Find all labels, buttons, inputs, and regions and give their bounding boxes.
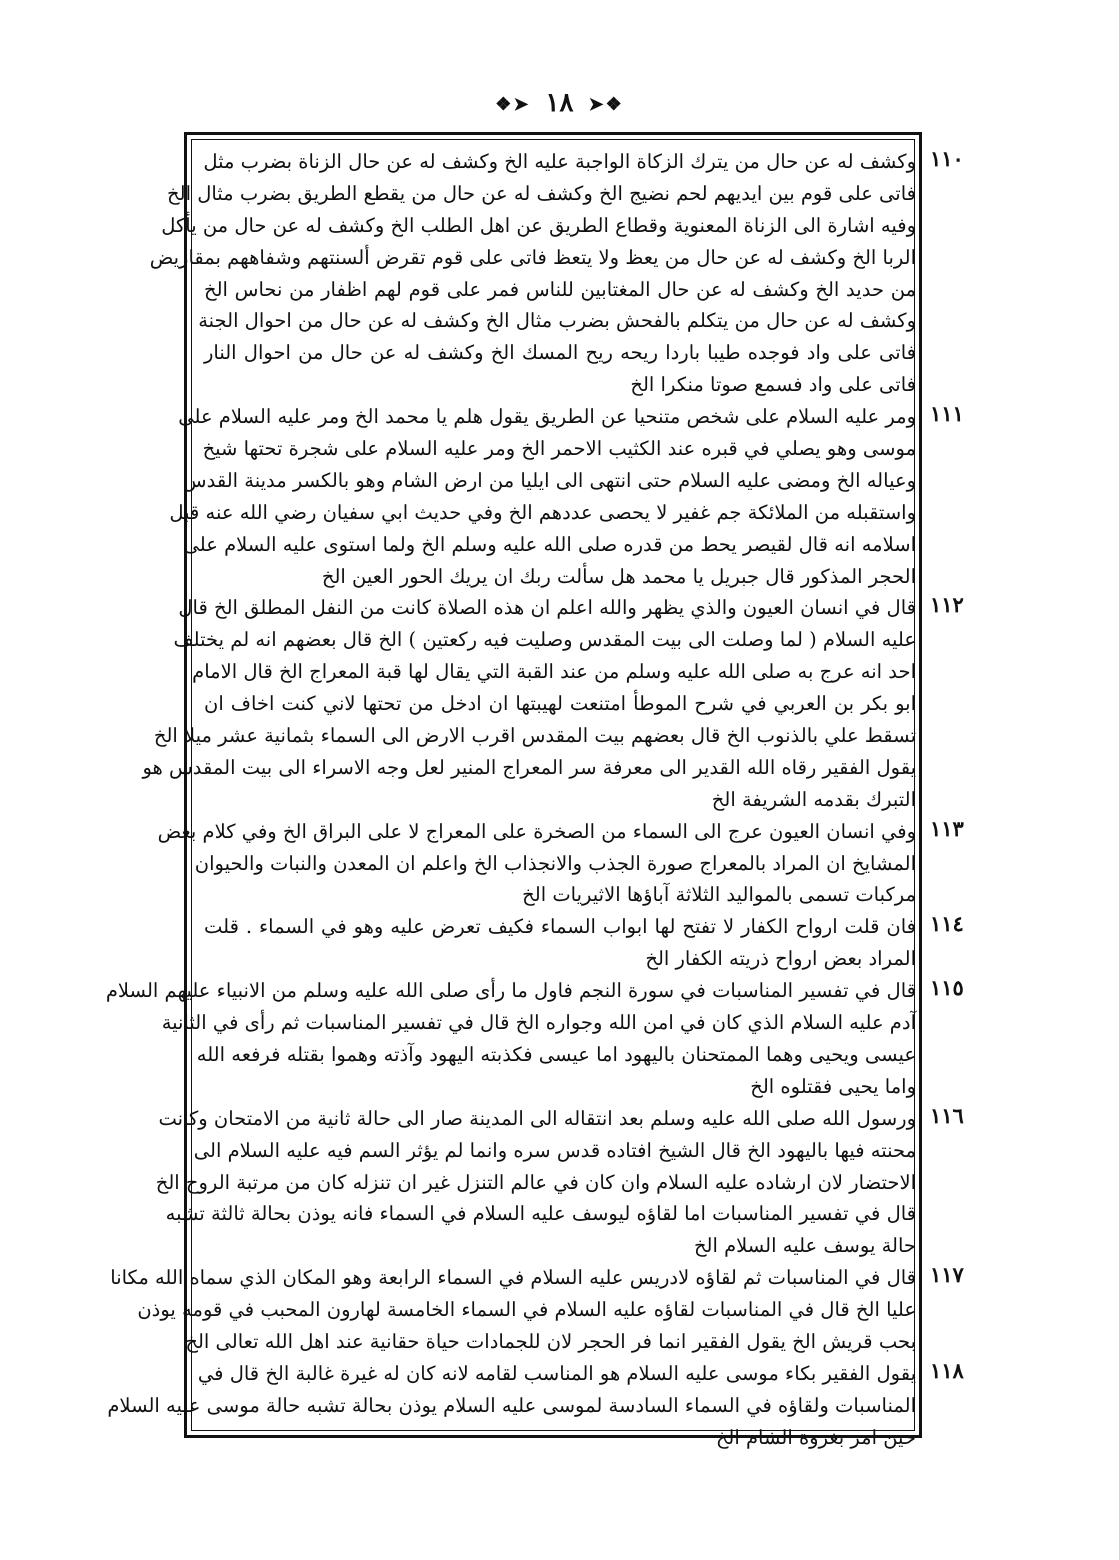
note-line: مركبات تسمى بالمواليد الثلاثة آباؤها الاثيريات الخ: [522, 883, 916, 907]
note-line: وفيه اشارة الى الزناة المعنوية وقطاع الطريق عن اهل الطلب الخ وكشف له عن حال من يأكل: [161, 213, 916, 237]
note-entry: [157, 815, 964, 912]
note-line: ومر عليه السلام على شخص متنحيا عن الطريق يقول هلم يا محمد الخ ومر عليه السلام على: [178, 405, 916, 429]
note-line: قال في المناسبات ثم لقاؤه لادريس عليه السلام في السماء الرابعة وهو المكان الذي سماه الله مكانا: [110, 1266, 916, 1290]
note-line: المناسبات ولقاؤه في السماء السادسة لموسى عليه السلام يوذن بحالة تشبه حالة موسى عليه السلام: [107, 1393, 916, 1417]
note-entry: [105, 975, 964, 1103]
note-line: حين امر بغزوة الشام الخ: [715, 1425, 916, 1449]
note-line: عيسى ويحيى وهما الممتحنان باليهود اما عيسى فكذبته اليهود وآذته وهموا بقتله فرفعه الله: [196, 1042, 916, 1066]
note-line: عليه السلام ( لما وصلت الى بيت المقدس وصليت فيه ركعتين ) الخ قال بعضهم انه لم يختلف: [173, 628, 916, 652]
note-line: قال في تفسير المناسبات اما لقاؤه ليوسف عليه السلام في السماء فانه يوذن بحالة ثالثة تشبه: [165, 1202, 916, 1226]
note-line: قال في انسان العيون والذي يظهر والله اعلم ان هذه الصلاة كانت من النفل المطلق الخ قال: [178, 596, 916, 620]
note-line: فان قلت ارواح الكفار لا تفتح لها ابواب السماء فكيف تعرض عليه وهو في السماء . قلت: [204, 915, 916, 939]
note-number: ١١٨: [930, 1357, 964, 1383]
note-line: يقول الفقير رقاه الله القدير الى معرفة سر المعراج المنير لعل وجه الاسراء الى بيت المقدس هو: [142, 755, 916, 779]
note-entry: [169, 401, 964, 592]
note-line: واما يحيى فقتلوه الخ: [750, 1074, 916, 1098]
note-number: ١١٦: [930, 1102, 964, 1128]
note-line: التبرك بقدمه الشريفة الخ: [711, 787, 916, 811]
note-number: ١١٣: [930, 815, 964, 841]
note-line: آدم عليه السلام الذي كان في امن الله وجواره الخ قال في تفسير المناسبات ثم رأى في الثانية: [161, 1011, 916, 1035]
note-line: حالة يوسف عليه السلام الخ: [693, 1234, 916, 1258]
note-line: وفي انسان العيون عرج الى السماء من الصخرة على المعراج لا على البراق الخ وفي كلام بعض: [157, 819, 916, 843]
note-line: وعياله الخ ومضى عليه السلام حتى انتهى الى ايليا من ارض الشام وهو بالكسر مدينة القدس: [182, 468, 916, 492]
note-line: موسى وهو يصلي في قبره عند الكثيب الاحمر الخ ومر عليه السلام على شجرة تحتها شيخ: [202, 437, 916, 461]
note-line: محنته فيها باليهود الخ قال الشيخ افتاده قدس سره وانما لم يؤثر السم فيه عليه السلام الى: [193, 1138, 916, 1162]
note-number: ١١٢: [930, 592, 964, 618]
note-line: عليا الخ قال في المناسبات لقاؤه عليه السلام في السماء الخامسة لهارون المحبب في قومه يوذن: [137, 1298, 916, 1322]
note-line: قال في تفسير المناسبات في سورة النجم فاول ما رأى صلى الله عليه وسلم من الانبياء عليهم السلام: [105, 979, 916, 1003]
note-entry: [142, 592, 964, 815]
note-line: فاتى على قوم بين ايديهم لحم نضيج الخ وكشف له عن حال من يقطع الطريق بضرب مثال الخ: [167, 181, 916, 205]
note-line: بحب قريش الخ يقول الفقير انما فر الحجر لان للجمادات حياة حقانية عند اهل الله تعالى الخ: [185, 1329, 916, 1353]
note-line: ابو بكر بن العربي في شرح الموطأ امتنعت لهيبتها ان ادخل من تحتها لاني كنت اخاف ان: [204, 692, 916, 716]
note-line: اسلامه انه قال لقيصر يحط من قدره صلى الله عليه وسلم الخ ولما استوى عليه السلام على: [183, 532, 916, 556]
note-entry: [149, 146, 964, 401]
note-line: وكشف له عن حال من يتكلم بالفحش بضرب مثال الخ وكشف له عن حال من احوال الجنة: [198, 309, 916, 333]
note-number: ١١٤: [930, 911, 964, 937]
left-ornament-icon: ❖➤: [588, 93, 624, 115]
note-line: المراد بعض ارواح ذريته الكفار الخ: [645, 947, 916, 971]
note-line: وكشف له عن حال من يترك الزكاة الواجبة عليه الخ وكشف له عن حال الزناة بضرب مثل: [203, 150, 916, 173]
note-number: ١١٧: [930, 1262, 964, 1288]
note-line: الاحتضار لان ارشاده عليه السلام وان كان في عالم التنزل غير ان تنزله كان من مرتبة الروح الخ: [155, 1170, 916, 1194]
note-line: فاتى على واد فوجده طيبا باردا ريحه ريح المسك الخ وكشف له عن حال من احوال النار: [204, 341, 916, 365]
note-line: واستقبله من الملائكة جم غفير لا يحصى عددهم الخ وفي حديث ابي سفيان رضي الله عنه قبل: [169, 500, 916, 524]
note-line: يقول الفقير بكاء موسى عليه السلام هو المناسب لقامه لانه كان له غيرة غالبة الخ قال في: [197, 1361, 916, 1385]
note-line: الربا الخ وكشف له عن حال من يعظ ولا يتعظ فاتى على قوم تقرض ألسنتهم وشفاههم بمقاريض: [149, 245, 916, 269]
page-number-header: [0, 88, 1119, 118]
note-number: ١١٥: [930, 975, 964, 1001]
note-line: من حديد الخ وكشف له عن حال المغتابين للناس فمر على قوم لهم اظفار من نحاس الخ: [204, 277, 916, 301]
note-line: ورسول الله صلى الله عليه وسلم بعد انتقاله الى المدينة صار الى حالة ثانية من الامتحان وكانت: [158, 1106, 916, 1130]
note-number: ١١٠: [930, 146, 964, 171]
page-number: ١٨: [545, 88, 574, 118]
note-entry: [107, 1357, 964, 1454]
right-ornament-icon: ➤❖: [495, 93, 531, 115]
note-line: الحجر المذكور قال جبريل يا محمد هل سألت ربك ان يريك الحور العين الخ: [321, 564, 916, 588]
note-line: فاتى على واد فسمع صوتا منكرا الخ: [630, 373, 916, 397]
note-entry: [204, 911, 964, 975]
note-line: المشايخ ان المراد بالمعراج صورة الجذب والانجذاب الخ واعلم ان المعدن والنبات والحيوان: [194, 851, 916, 875]
note-entry: [155, 1102, 964, 1262]
note-number: ١١١: [930, 401, 964, 427]
notes-list: [105, 146, 964, 1454]
note-line: تسقط علي بالذنوب الخ قال بعضهم بيت المقدس اقرب الارض الى السماء بثمانية عشر ميلا الخ: [153, 724, 916, 748]
note-entry: [110, 1262, 964, 1358]
note-line: احد انه عرج به صلى الله عليه وسلم من عند القبة التي يقال لها قبة المعراج الخ قال الامام: [192, 660, 916, 684]
